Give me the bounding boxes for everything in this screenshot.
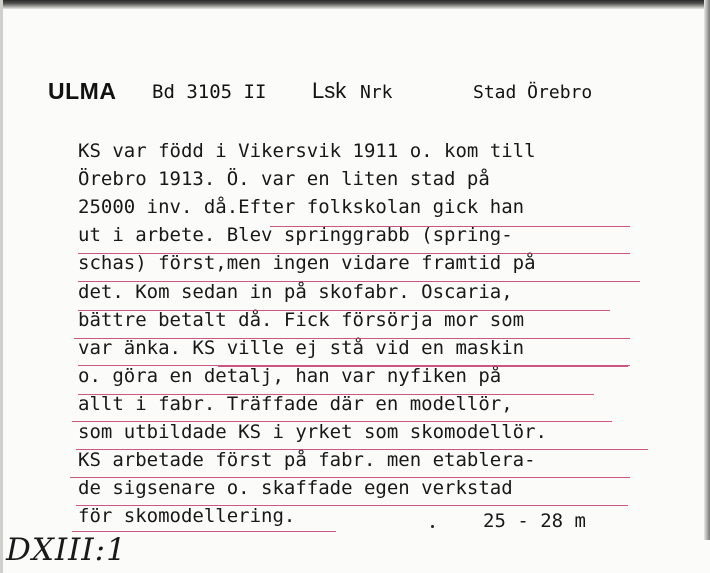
archive-code: ULMA — [48, 78, 117, 104]
underline-mark — [78, 281, 640, 282]
body-line: allt i fabr. Träffade där en modellör, — [78, 393, 513, 415]
body-line: var änka. KS ville ej stå vid en maskin — [78, 337, 525, 359]
underline-mark — [218, 366, 628, 367]
body-line: KS var född i Vikersvik 1911 o. kom till — [78, 140, 536, 162]
body-line: 25000 inv. då.Efter folkskolan gick han — [78, 196, 525, 218]
body-line: ut i arbete. Blev springgrabb (spring- — [78, 224, 513, 246]
record-type: Nrk — [360, 82, 393, 103]
page-reference: 25 - 28 m — [483, 510, 586, 532]
underline-mark — [78, 253, 630, 254]
body-line: bättre betalt då. Fick försörja mor som — [78, 309, 525, 331]
body-line: KS arbetade först på fabr. men etablera- — [78, 449, 536, 471]
body-line: de sigsenare o. skaffade egen verkstad — [78, 477, 513, 499]
underline-mark — [72, 421, 612, 422]
handwritten-signum: DXIII:1 — [6, 532, 127, 568]
body-line: det. Kom sedan in på skofabr. Oscaria, — [78, 281, 513, 303]
body-line: o. göra en detalj, han var nyfiken på — [78, 365, 502, 387]
body-line: Örebro 1913. Ö. var en liten stad på — [78, 168, 490, 190]
underline-mark — [74, 338, 630, 339]
underline-mark — [78, 310, 610, 311]
card-header — [0, 78, 710, 112]
underline-mark — [70, 477, 630, 478]
ink-dot — [431, 525, 434, 528]
underline-mark — [270, 226, 630, 227]
place-name: Stad Örebro — [473, 82, 593, 103]
card-top-edge — [0, 0, 710, 9]
body-line: för skomodellering. — [78, 505, 296, 527]
volume-number: Bd 3105 II — [152, 81, 267, 103]
underline-mark — [76, 505, 628, 506]
section-code: Lsk — [312, 78, 347, 103]
underline-mark — [76, 449, 648, 450]
underline-mark — [78, 394, 594, 395]
body-line: som utbildade KS i yrket som skomodellör. — [78, 421, 547, 443]
body-line: schas) först,men ingen vidare framtid på — [78, 252, 536, 274]
